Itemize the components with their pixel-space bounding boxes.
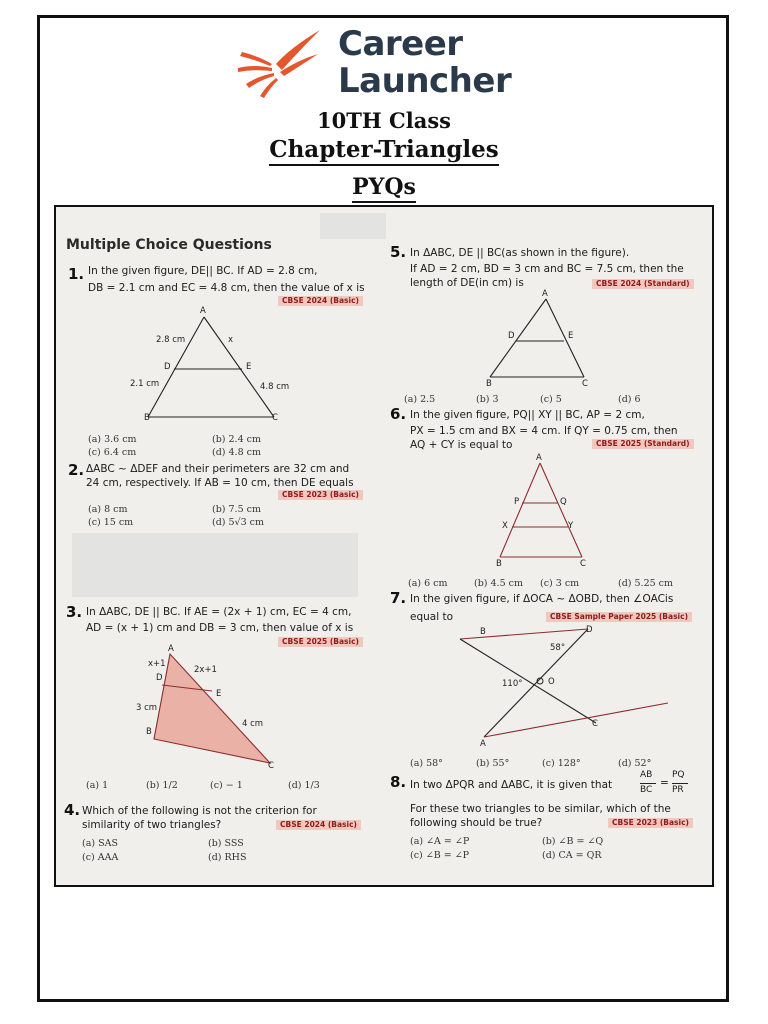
q5-exam-tag: CBSE 2024 (Standard) xyxy=(592,279,694,289)
q6-vertex-y: Y xyxy=(568,521,574,531)
q6-line-2: PX = 1.5 cm and BX = 4 cm. If QY = 0.75 cm, then xyxy=(410,425,678,437)
q5-number: 5. xyxy=(390,243,407,261)
q3-number: 3. xyxy=(66,603,83,621)
q7-vertex-b: B xyxy=(480,627,486,637)
q3-label-ad: x+1 xyxy=(148,659,166,669)
q2-number: 2. xyxy=(68,461,85,479)
q5-option-d: (d) 6 xyxy=(618,394,641,405)
q5-option-c: (c) 5 xyxy=(540,394,562,405)
q7-vertex-o: O xyxy=(548,677,555,687)
q4-option-b: (b) SSS xyxy=(208,838,244,849)
q3-line-2: AD = (x + 1) cm and DB = 3 cm, then value of x is xyxy=(86,622,354,634)
brand-line-2: Launcher xyxy=(338,61,512,101)
q3-label-ae: 2x+1 xyxy=(194,665,217,675)
q1-option-b: (b) 2.4 cm xyxy=(212,434,261,445)
q6-exam-tag: CBSE 2025 (Standard) xyxy=(592,439,694,449)
q1-line-1: In the given figure, DE|| BC. If AD = 2.8 cm, xyxy=(88,265,318,277)
q1-vertex-e: E xyxy=(246,362,252,372)
q6-line-1: In the given figure, PQ|| XY || BC, AP = 2 cm, xyxy=(410,409,645,421)
q6-vertex-p: P xyxy=(514,497,520,507)
q3-option-c: (c) − 1 xyxy=(210,780,243,791)
q3-line-1: In ΔABC, DE || BC. If AE = (2x + 1) cm, EC = 4 cm, xyxy=(86,606,352,618)
q3-vertex-c: C xyxy=(268,761,274,771)
scanned-question-page xyxy=(54,205,714,887)
q5-line-2: If AD = 2 cm, BD = 3 cm and BC = 7.5 cm, then the xyxy=(410,263,684,275)
class-title: 10TH Class xyxy=(317,108,451,133)
q7-vertex-a: A xyxy=(480,739,486,749)
q1-label-ad: 2.8 cm xyxy=(156,335,186,345)
brand-line-1: Career xyxy=(338,24,463,64)
q7-line-1: In the given figure, if ΔOCA ~ ΔOBD, then ∠OACis xyxy=(410,593,674,605)
q1-option-d: (d) 4.8 cm xyxy=(212,447,261,458)
q2-exam-tag: CBSE 2023 (Basic) xyxy=(278,490,363,500)
q4-number: 4. xyxy=(64,801,81,819)
q5-vertex-e: E xyxy=(568,331,574,341)
q3-vertex-d: D xyxy=(156,673,163,683)
q6-option-d: (d) 5.25 cm xyxy=(618,578,674,589)
q2-option-a: (a) 8 cm xyxy=(88,504,128,515)
q7-line-2: equal to xyxy=(410,611,454,623)
q8-frac-1-num: AB xyxy=(640,770,653,780)
q5-option-a: (a) 2.5 xyxy=(404,394,436,405)
q1-label-ec: 4.8 cm xyxy=(260,382,290,392)
section-heading: Multiple Choice Questions xyxy=(66,237,272,253)
q3-option-a: (a) 1 xyxy=(86,780,109,791)
q8-line-2: For these two triangles to be similar, which of the xyxy=(410,803,671,815)
q3-exam-tag: CBSE 2025 (Basic) xyxy=(278,637,363,647)
q8-number: 8. xyxy=(390,773,407,791)
q7-number: 7. xyxy=(390,589,407,607)
q2-line-2: 24 cm, respectively. If AB = 10 cm, then DE equals xyxy=(86,477,354,489)
q4-option-a: (a) SAS xyxy=(82,838,118,849)
q6-option-a: (a) 6 cm xyxy=(408,578,448,589)
q8-frac-1-den: BC xyxy=(640,785,653,795)
q5-vertex-d: D xyxy=(508,331,515,341)
q7-vertex-c: C xyxy=(592,719,598,729)
q7-figure xyxy=(56,207,714,887)
q4-exam-tag: CBSE 2024 (Basic) xyxy=(276,820,361,830)
q1-number: 1. xyxy=(68,265,85,283)
q7-option-b: (b) 55° xyxy=(476,758,510,769)
q6-vertex-x: X xyxy=(502,521,508,531)
q4-line-2: similarity of two triangles? xyxy=(82,819,222,831)
q8-frac-2-den: PR xyxy=(672,785,684,795)
q5-vertex-b: B xyxy=(486,379,492,389)
q8-frac-2-num: PQ xyxy=(672,770,685,780)
q6-number: 6. xyxy=(390,405,407,423)
q1-option-c: (c) 6.4 cm xyxy=(88,447,137,458)
q6-option-b: (b) 4.5 cm xyxy=(474,578,523,589)
q6-line-3: AQ + CY is equal to xyxy=(410,439,513,451)
q3-vertex-a: A xyxy=(168,644,174,654)
q1-label-x: x xyxy=(228,335,234,345)
q7-angle-d: 58° xyxy=(550,643,566,653)
q6-vertex-a: A xyxy=(536,453,542,463)
q5-vertex-a: A xyxy=(542,289,548,299)
brand-name xyxy=(338,26,511,100)
q7-option-d: (d) 52° xyxy=(618,758,652,769)
q1-option-a: (a) 3.6 cm xyxy=(88,434,137,445)
q8-equals: = xyxy=(660,777,669,789)
q6-option-c: (c) 3 cm xyxy=(540,578,580,589)
q4-option-d: (d) RHS xyxy=(208,852,247,863)
q3-vertex-e: E xyxy=(216,689,222,699)
q3-vertex-b: B xyxy=(146,727,152,737)
q2-option-b: (b) 7.5 cm xyxy=(212,504,261,515)
pyqs-title-text: PYQs xyxy=(352,174,416,203)
q8-line-1: In two ΔPQR and ΔABC, it is given that xyxy=(410,779,613,791)
q4-option-c: (c) AAA xyxy=(82,852,119,863)
q3-option-d: (d) 1/3 xyxy=(288,780,320,791)
q5-vertex-c: C xyxy=(582,379,588,389)
q1-vertex-c: C xyxy=(272,413,278,423)
q2-line-1: ΔABC ~ ΔDEF and their perimeters are 32 cm and xyxy=(86,463,350,475)
q1-line-2: DB = 2.1 cm and EC = 4.8 cm, then the value of x is xyxy=(88,282,365,294)
q2-option-d: (d) 5√3 cm xyxy=(212,517,265,528)
q5-line-3: length of DE(in cm) is xyxy=(410,277,524,289)
q8-option-b: (b) ∠B = ∠Q xyxy=(542,836,604,847)
chapter-title-text: Chapter-Triangles xyxy=(269,136,498,166)
q1-label-db: 2.1 cm xyxy=(130,379,160,389)
q7-option-c: (c) 128° xyxy=(542,758,581,769)
q3-label-db: 3 cm xyxy=(136,703,158,713)
q7-angle-o: 110° xyxy=(502,679,523,689)
q3-label-ec: 4 cm xyxy=(242,719,264,729)
pyqs-title xyxy=(0,174,768,200)
q8-option-a: (a) ∠A = ∠P xyxy=(410,836,470,847)
q5-line-1: In ΔABC, DE || BC(as shown in the figure). xyxy=(410,247,630,259)
q7-option-a: (a) 58° xyxy=(410,758,443,769)
q8-exam-tag: CBSE 2023 (Basic) xyxy=(608,818,693,828)
q4-line-1: Which of the following is not the criterion for xyxy=(82,805,317,817)
q8-option-d: (d) CA = QR xyxy=(542,850,602,861)
q6-vertex-c: C xyxy=(580,559,586,569)
q1-exam-tag: CBSE 2024 (Basic) xyxy=(278,296,363,306)
q2-option-c: (c) 15 cm xyxy=(88,517,134,528)
q7-vertex-d: D xyxy=(586,625,593,635)
q5-option-b: (b) 3 xyxy=(476,394,499,405)
q6-vertex-q: Q xyxy=(560,497,567,507)
q7-exam-tag: CBSE Sample Paper 2025 (Basic) xyxy=(546,612,692,622)
q3-option-b: (b) 1/2 xyxy=(146,780,178,791)
chapter-title xyxy=(0,136,768,163)
q8-option-c: (c) ∠B = ∠P xyxy=(410,850,470,861)
q6-vertex-b: B xyxy=(496,559,502,569)
q1-vertex-a: A xyxy=(200,306,206,316)
q1-vertex-d: D xyxy=(164,362,171,372)
q1-vertex-b: B xyxy=(144,413,150,423)
q8-line-3: following should be true? xyxy=(410,817,543,829)
